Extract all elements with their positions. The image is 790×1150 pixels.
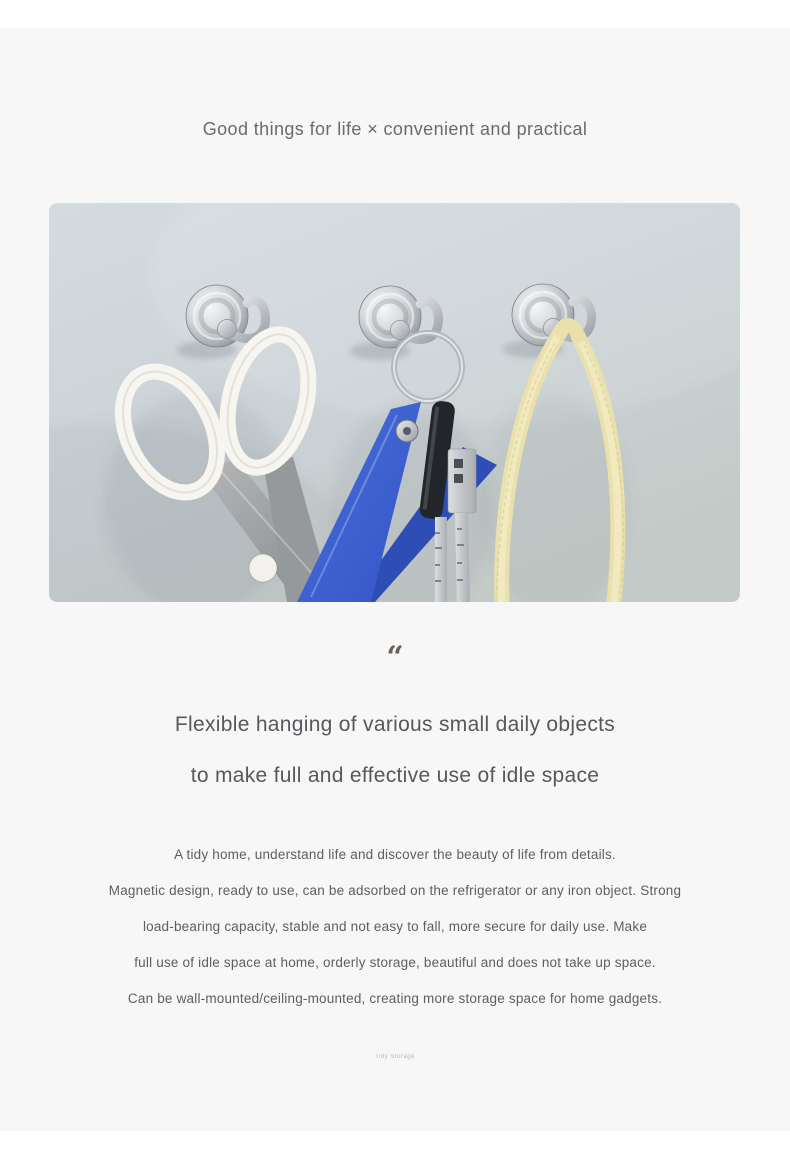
product-photo [49,203,740,602]
description-line: A tidy home, understand life and discover the beauty of life from details. [174,847,616,862]
description-paragraph [0,837,790,1017]
brand-watermark: Tidy Storage [375,1054,415,1060]
quote-icon: “ [386,640,404,675]
tagline-line-1: Flexible hanging of various small daily objects [174,713,616,736]
description-line: full use of idle space at home, orderly storage, beautiful and does not take up space. [134,955,656,970]
tagline-line-2: to make full and effective use of idle space [190,764,600,787]
description-line: Magnetic design, ready to use, can be adsorbed on the refrigerator or any iron object. Strong [108,883,682,898]
description-line: Can be wall-mounted/ceiling-mounted, creating more storage space for home gadgets. [127,991,663,1006]
description-line: load-bearing capacity, stable and not easy to fall, more secure for daily use. Make [142,919,648,934]
page-title: Good things for life × convenient and practical [202,119,588,139]
